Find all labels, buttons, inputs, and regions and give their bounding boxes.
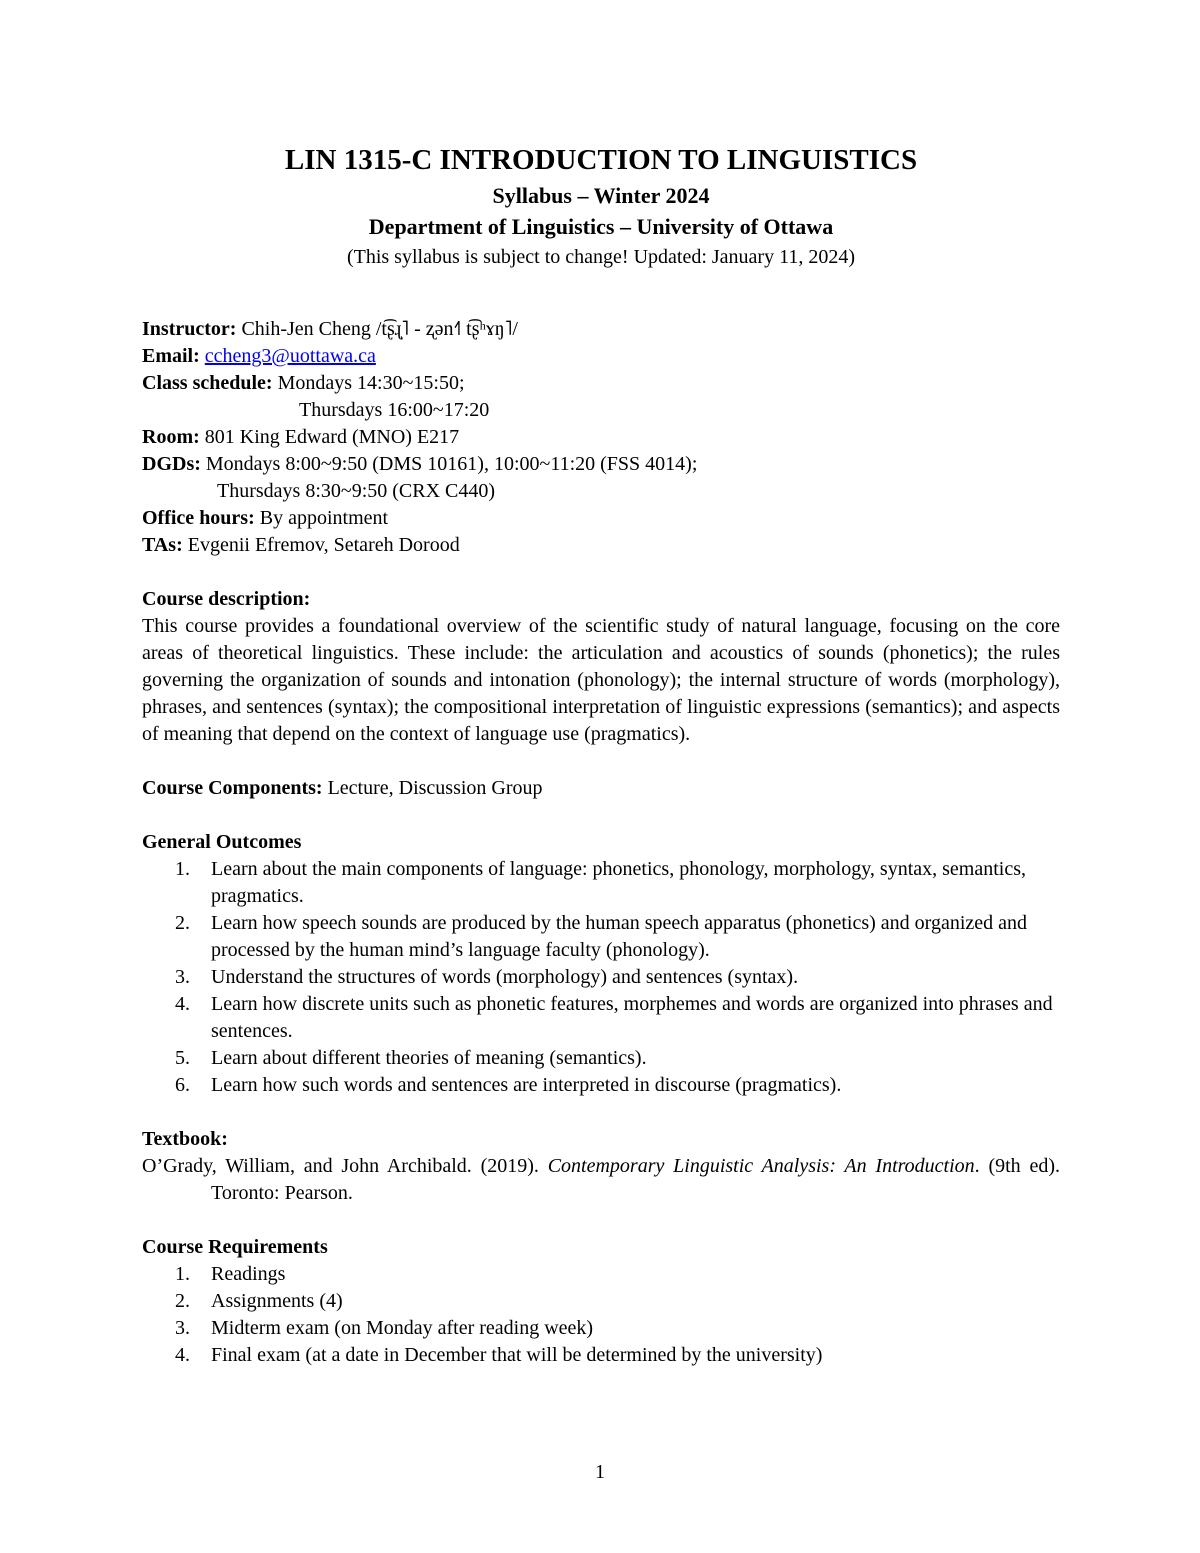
list-number: 1. — [175, 858, 190, 880]
schedule-line-1: Mondays 14:30~15:50; — [277, 372, 465, 394]
list-number: 5. — [175, 1047, 190, 1069]
list-text: Midterm exam (on Monday after reading week) — [211, 1317, 594, 1339]
requirements-heading: Course Requirements — [142, 1236, 328, 1258]
page-number: 1 — [595, 1461, 605, 1483]
description-text: This course provides a foundational overview of the scientific study of natural language, focusing on the core areas of theoretical linguistics. These include: the articulation and acoustics of sounds (phonetics); the rules governing the organization of sounds and intonation (phonology); the internal structure of words (morphology), phrases, and sentences (syntax); the compositional interpretation of linguistic expressions (semantics); and aspects of meaning that depend on the context of language use (pragmatics). — [142, 615, 1060, 745]
list-text: Learn how such words and sentences are interpreted in discourse (pragmatics). — [211, 1074, 842, 1096]
instructor-value: Chih-Jen Cheng /t͡ʂɻ̩˥ - ʐən˧˥ t͡ʂʰɤŋ˥/ — [241, 318, 518, 340]
dgds-line-2: Thursdays 8:30~9:50 (CRX C440) — [217, 480, 496, 502]
room-label: Room: — [142, 426, 200, 448]
department-name: Department of Linguistics – University of Ottawa — [368, 214, 834, 239]
list-item — [142, 964, 1060, 991]
list-text: Learn how discrete units such as phonetic features, morphemes and words are organized into phrases and sentences. — [211, 993, 1053, 1042]
list-number: 2. — [175, 912, 190, 934]
components-label: Course Components: — [142, 777, 323, 799]
textbook-title: Contemporary Linguistic Analysis: An Introduction — [547, 1155, 975, 1177]
syllabus-term: Syllabus – Winter 2024 — [492, 183, 710, 208]
room-row — [142, 424, 1060, 451]
list-text: Learn about the main components of language: phonetics, phonology, morphology, syntax, semantics, pragmatics. — [211, 858, 1027, 907]
textbook-citation — [142, 1153, 1060, 1207]
instructor-label: Instructor: — [142, 318, 237, 340]
components-row — [142, 775, 1060, 802]
textbook-details: . (9th ed). Toronto: Pearson. — [211, 1155, 1060, 1204]
list-item — [142, 1045, 1060, 1072]
list-number: 6. — [175, 1074, 190, 1096]
list-item — [142, 1072, 1060, 1099]
email-link[interactable]: ccheng3@uottawa.ca — [204, 345, 376, 367]
room-value: 801 King Edward (MNO) E217 — [204, 426, 460, 448]
list-item — [142, 1261, 1060, 1288]
email-row — [142, 343, 1060, 370]
list-number: 3. — [175, 1317, 190, 1339]
outcomes-list — [142, 856, 1060, 1099]
list-text: Understand the structures of words (morphology) and sentences (syntax). — [211, 966, 799, 988]
textbook-authors: O’Grady, William, and John Archibald. (2019). — [142, 1155, 539, 1177]
schedule-label: Class schedule: — [142, 372, 273, 394]
dgds-line-1: Mondays 8:00~9:50 (DMS 10161), 10:00~11:20 (FSS 4014); — [205, 453, 698, 475]
list-number: 3. — [175, 966, 190, 988]
tas-value: Evgenii Efremov, Setareh Dorood — [187, 534, 460, 556]
list-item — [142, 910, 1060, 964]
list-item — [142, 1342, 1060, 1369]
textbook-heading: Textbook: — [142, 1128, 228, 1150]
components-value: Lecture, Discussion Group — [327, 777, 543, 799]
description-heading: Course description: — [142, 588, 311, 610]
list-text: Learn about different theories of meaning (semantics). — [211, 1047, 647, 1069]
dgds-label: DGDs: — [142, 453, 201, 475]
requirements-list — [142, 1261, 1060, 1369]
list-text: Learn how speech sounds are produced by the human speech apparatus (phonetics) and organized and processed by the human mind’s language faculty (phonology). — [211, 912, 1028, 961]
dgds-row — [142, 451, 1060, 478]
list-item — [142, 1315, 1060, 1342]
office-hours-value: By appointment — [259, 507, 389, 529]
list-number: 4. — [175, 1344, 190, 1366]
list-number: 1. — [175, 1263, 190, 1285]
list-text: Readings — [211, 1263, 286, 1285]
list-item — [142, 856, 1060, 910]
email-label: Email: — [142, 345, 200, 367]
page-content — [142, 140, 1060, 1369]
instructor-row — [142, 316, 1060, 343]
list-text: Assignments (4) — [211, 1290, 343, 1312]
tas-row — [142, 532, 1060, 559]
course-title: LIN 1315-C INTRODUCTION TO LINGUISTICS — [284, 144, 918, 176]
schedule-line-2: Thursdays 16:00~17:20 — [299, 399, 490, 421]
schedule-row — [142, 370, 1060, 397]
outcomes-heading: General Outcomes — [142, 831, 302, 853]
office-hours-label: Office hours: — [142, 507, 255, 529]
update-note: (This syllabus is subject to change! Updated: January 11, 2024) — [346, 246, 856, 268]
list-number: 4. — [175, 993, 190, 1015]
list-number: 2. — [175, 1290, 190, 1312]
tas-label: TAs: — [142, 534, 183, 556]
list-item — [142, 991, 1060, 1045]
list-text: Final exam (at a date in December that will be determined by the university) — [211, 1344, 823, 1366]
list-item — [142, 1288, 1060, 1315]
office-hours-row — [142, 505, 1060, 532]
